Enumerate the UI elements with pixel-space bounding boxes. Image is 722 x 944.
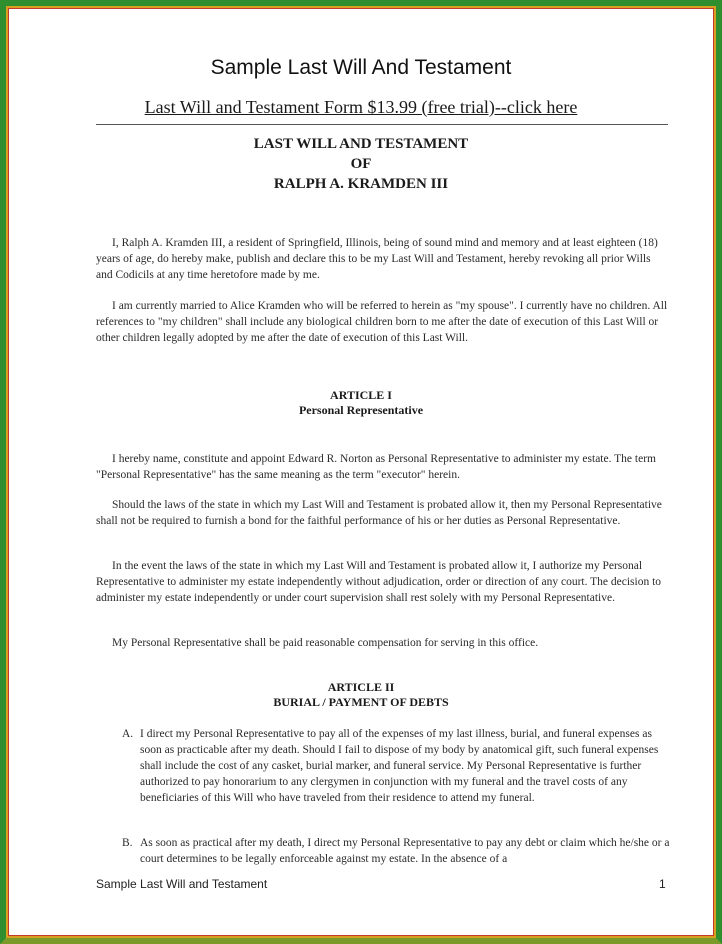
document-heading bbox=[14, 134, 708, 194]
article-1-subtitle: Personal Representative bbox=[298, 403, 424, 417]
article-1-paragraph-3: In the event the laws of the state in which my Last Will and Testament is probated allow it, I authorize my Personal Representative to administer my estate independently without adjudication, order or direction of any court. The decision to administer my estate independently or under court supervision shall rest solely with my Personal Representative. bbox=[96, 560, 662, 604]
intro-paragraph-2: I am currently married to Alice Kramden who will be referred to herein as "my spouse". I currently have no children. All references to "my children" shall include any biological children born to me after the date of execution of this Last Will or other children legally adopted by me after the date of execution of this Last Will. bbox=[96, 300, 668, 344]
article-1-paragraph-1: I hereby name, constitute and appoint Edward R. Norton as Personal Representative to administer my estate. The term "Personal Representative" has the same meaning as the term "executor" herein. bbox=[96, 453, 656, 481]
list-marker: A. bbox=[122, 728, 134, 740]
list-item bbox=[122, 726, 670, 806]
article-1-title: ARTICLE I bbox=[330, 388, 392, 402]
list-item bbox=[122, 835, 670, 867]
list-item-text: I direct my Personal Representative to pay all of the expenses of my last illness, burial, and funeral expenses as soon as practicable after my death. Should I fail to dispose of my body by anatomical gift, such funeral expenses shall include the cost of any casket, burial marker, and funeral service. My Personal Representative is further authorized to pay honorarium to any clergymen in conjunction with my funeral and the travel costs of any beneficiaries of this Will who have traveled from their residence to attend my funeral. bbox=[140, 728, 659, 804]
heading-line-1: LAST WILL AND TESTAMENT bbox=[253, 136, 469, 152]
list-item-text: As soon as practical after my death, I direct my Personal Representative to pay any debt or claim which he/she or a court determines to be legally enforceable against my estate. In the absence of a bbox=[140, 837, 670, 865]
intro-paragraph-1: I, Ralph A. Kramden III, a resident of Springfield, Illinois, being of sound mind and memory and at least eighteen (18) years of age, do hereby make, publish and declare this to be my Last Will and Testament, hereby revoking all prior Wills and Codicils at any time heretofore made by me. bbox=[96, 237, 658, 281]
article-2-heading bbox=[0, 680, 722, 710]
footer-title: Sample Last Will and Testament bbox=[96, 877, 268, 891]
document-page bbox=[14, 12, 708, 932]
page-number: 1 bbox=[659, 877, 666, 891]
article-1-heading bbox=[0, 388, 722, 418]
article-1-paragraph-2: Should the laws of the state in which my Last Will and Testament is probated allow it, then my Personal Representative shall not be required to furnish a bond for the faithful performance of his or her duties as Personal Representative. bbox=[96, 499, 662, 527]
heading-line-2: OF bbox=[350, 156, 372, 172]
divider bbox=[96, 124, 668, 125]
article-2-subtitle: BURIAL / PAYMENT OF DEBTS bbox=[273, 695, 449, 709]
promo-link[interactable]: Last Will and Testament Form $13.99 (free trial)--click here bbox=[144, 97, 578, 117]
article-2-title: ARTICLE II bbox=[327, 680, 395, 694]
article-1-paragraph-4: My Personal Representative shall be paid reasonable compensation for serving in this office. bbox=[112, 637, 539, 649]
list-marker: B. bbox=[122, 837, 133, 849]
heading-line-3: RALPH A. KRAMDEN III bbox=[273, 176, 449, 192]
page-title: Sample Last Will And Testament bbox=[210, 56, 512, 79]
